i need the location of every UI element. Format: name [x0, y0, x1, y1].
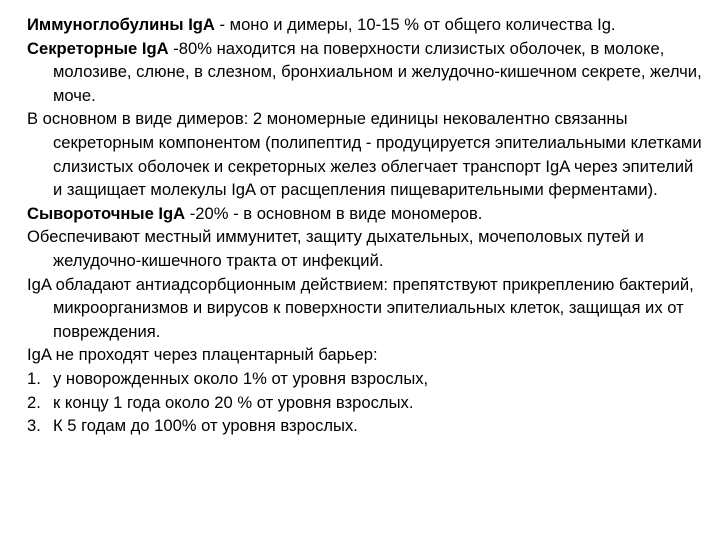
- list-number: 2.: [27, 392, 41, 412]
- paragraph-dimers: [27, 107, 702, 201]
- paragraph-iga-overview: [27, 13, 702, 37]
- paragraph-local-immunity: [27, 225, 702, 272]
- list-item: [27, 391, 702, 415]
- list-number: 3.: [27, 416, 41, 436]
- term-serum-iga: Сывороточные IgA: [27, 203, 186, 223]
- term-secretory-iga: Секреторные IgA: [27, 38, 169, 58]
- paragraph-text: В основном в виде димеров: 2 мономерные единицы нековалентно связанны секреторным компонентом (полипептид - продуцируется эпителиальными клетками слизистых оболочек и секреторных желез облегчает транспорт IgA через эпителий и защищает молекулы IgA от расщепления пищеварительными ферментами).: [27, 109, 702, 200]
- list-item-text: К 5 годам до 100% от уровня взрослых.: [53, 416, 358, 436]
- paragraph-text: IgA обладают антиадсорбционным действием: препятствуют прикреплению бактерий, микроорганизмов и вирусов к поверхности эпителиальных клеток, защищая их от повреждения.: [27, 274, 694, 341]
- paragraph-text: -20% - в основном в виде мономеров.: [185, 203, 483, 223]
- list-item: [27, 414, 702, 438]
- paragraph-text: -80% находится на поверхности слизистых оболочек, в молоке, молозиве, слюне, в слезном, бронхиальном и желудочно-кишечном секрете, желчи, моче.: [53, 38, 702, 105]
- list-item-text: к концу 1 года около 20 % от уровня взрослых.: [53, 392, 414, 412]
- paragraph-serum-iga: [27, 202, 702, 226]
- paragraph-antiadsorption: [27, 273, 702, 344]
- paragraph-secretory-iga: [27, 37, 702, 108]
- list-item-text: у новорожденных около 1% от уровня взрослых,: [53, 368, 429, 388]
- paragraph-text: Обеспечивают местный иммунитет, защиту дыхательных, мочеполовых путей и желудочно-кишечного тракта от инфекций.: [27, 227, 644, 270]
- paragraph-text: - моно и димеры, 10-15 % от общего количества Ig.: [214, 15, 616, 34]
- paragraph-text: IgA не проходят через плацентарный барьер:: [27, 345, 378, 365]
- term-immunoglobulins-iga: Иммуноглобулины IgA: [27, 15, 215, 34]
- list-item: [27, 367, 702, 391]
- paragraph-placental-barrier: [27, 343, 702, 367]
- list-number: 1.: [27, 368, 41, 388]
